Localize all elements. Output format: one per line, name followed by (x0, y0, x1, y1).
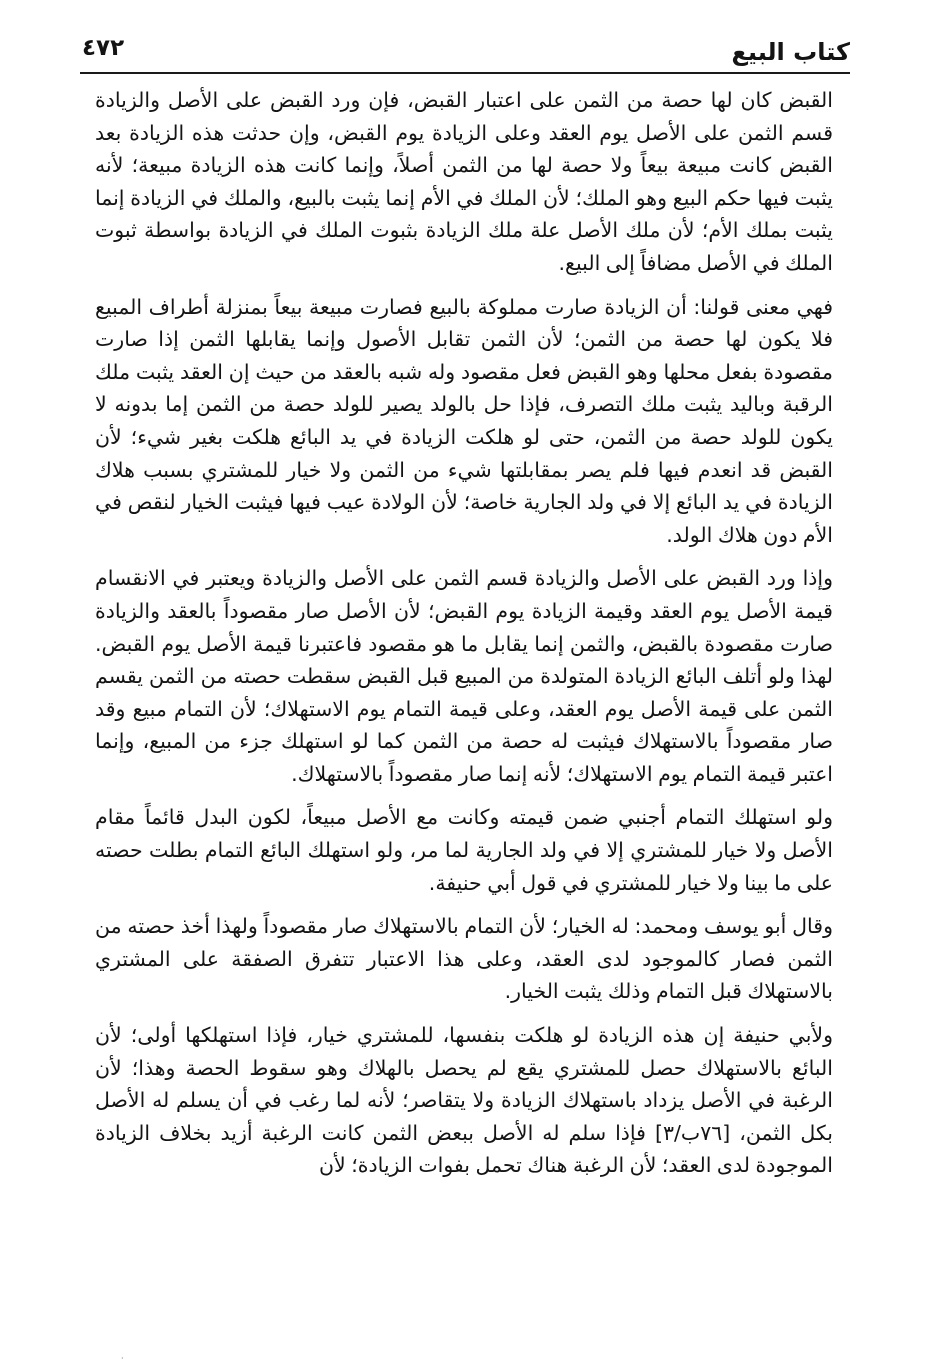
page-number: ٤٧٢ (82, 35, 125, 61)
page-header (72, 30, 850, 70)
paragraph-2: فهي معنى قولنا: أن الزيادة صارت مملوكة بالبيع فصارت مبيعة بيعاً بمنزلة أطراف المبيع فلا يكون لها حصة من الثمن؛ لأن الثمن تقابل الأصول وإنما يقابلها الثمن إذا صارت مقصودة بفعل محلها وهو القبض فعل مقصود وله شبه بالعقد من حيث إن العقد يثبت ملك الرقبة وباليد يثبت ملك التصرف، فإذا حل بالولد يصير للولد حصة من الثمن إما بدونه لا يكون للولد حصة من الثمن، حتى لو هلكت الزيادة في يد البائع هلكت بغير شيء؛ لأن القبض قد انعدم فيها فلم يصر بمقابلتها شيء من الثمن ولا خيار للمشتري بسبب هلاك الزيادة في يد البائع إلا في ولد الجارية خاصة؛ لأن الولادة عيب فيها فيثبت الخيار لنقص في الأم دون هلاك الولد. (95, 294, 833, 547)
paragraph-3: وإذا ورد القبض على الأصل والزيادة قسم الثمن على الأصل والزيادة ويعتبر في الانقسام قيمة الأصل يوم العقد وقيمة الزيادة يوم القبض؛ لأن الأصل صار مقصوداً بالعقد والزيادة صارت مقصودة بالقبض، والثمن إنما يقابل ما هو مقصود فاعتبرنا قيمة الأصل يوم القبض. لهذا ولو أتلف البائع الزيادة المتولدة من المبيع قبل القبض سقطت حصته من الثمن يقسم الثمن على قيمة الأصل يوم العقد، وعلى قيمة التمام يوم الاستهلاك؛ لأن التمام مبيع وقد صار مقصوداً بالاستهلاك فيثبت له حصة من الثمن كما لو استهلك جزء من المبيع، وإنما اعتبر قيمة التمام يوم الاستهلاك؛ لأنه إنما صار مقصوداً بالاستهلاك. (95, 566, 833, 786)
paragraph-1: القبض كان لها حصة من الثمن على اعتبار القبض، فإن ورد القبض على الأصل والزيادة قسم الثمن على الأصل يوم العقد وعلى الزيادة يوم القبض، وإن حدثت هذه الزيادة بعد القبض كانت مبيعة بيعاً ولا حصة لها من الثمن أصلاً، وإنما كانت هذه الزيادة مبيعة؛ لأنه يثبت فيها حكم البيع وهو الملك؛ لأن الملك في الأم إنما يثبت بالبيع، والملك في الزيادة إنما يثبت بملك الأم؛ لأن ملك الأصل علة ملك الزيادة بثبوت الملك في الزيادة بواسطة ثبوت الملك في الأصل مضافاً إلى البيع. (95, 88, 833, 275)
running-title: كتاب البيع (731, 38, 850, 66)
paragraph-4: ولو استهلك التمام أجنبي ضمن قيمته وكانت مع الأصل مبيعاً، لكون البدل قائماً مقام الأصل ولا خيار للمشتري إلا في ولد الجارية لما مر، ولو استهلك البائع التمام بطلت حصته على ما بينا ولا خيار للمشتري في قول أبي حنيفة. (95, 805, 833, 895)
body-text (95, 84, 833, 1349)
paragraph-5: وقال أبو يوسف ومحمد: له الخيار؛ لأن التمام بالاستهلاك صار مقصوداً ولهذا أخذ حصته من الثمن فصار كالموجود لدى العقد، وعلى هذا الاعتبار تتفرق الصفقة على المشتري بالاستهلاك قبل التمام وذلك يثبت الخيار. (95, 914, 833, 1004)
header-divider (80, 72, 850, 74)
paragraph-6: ولأبي حنيفة إن هذه الزيادة لو هلكت بنفسها، للمشتري خيار، فإذا استهلكها أولى؛ لأن البائع بالاستهلاك حصل للمشتري يقع لم يحصل بالهلاك وهو سقوط الحصة وهذا؛ لأن الرغبة في الأصل يزداد باستهلاك الزيادة ولا يتقاصر؛ لأنه لما رغب في أن يسلم له الأصل بكل الثمن، [٧٦ب/٣] فإذا سلم له الأصل ببعض الثمن كانت الرغبة أزيد بخلاف الزيادة الموجودة لدى العقد؛ لأن الرغبة هناك تحمل بفوات الزيادة؛ لأن (95, 1023, 833, 1178)
scan-speck: · (121, 1354, 124, 1363)
